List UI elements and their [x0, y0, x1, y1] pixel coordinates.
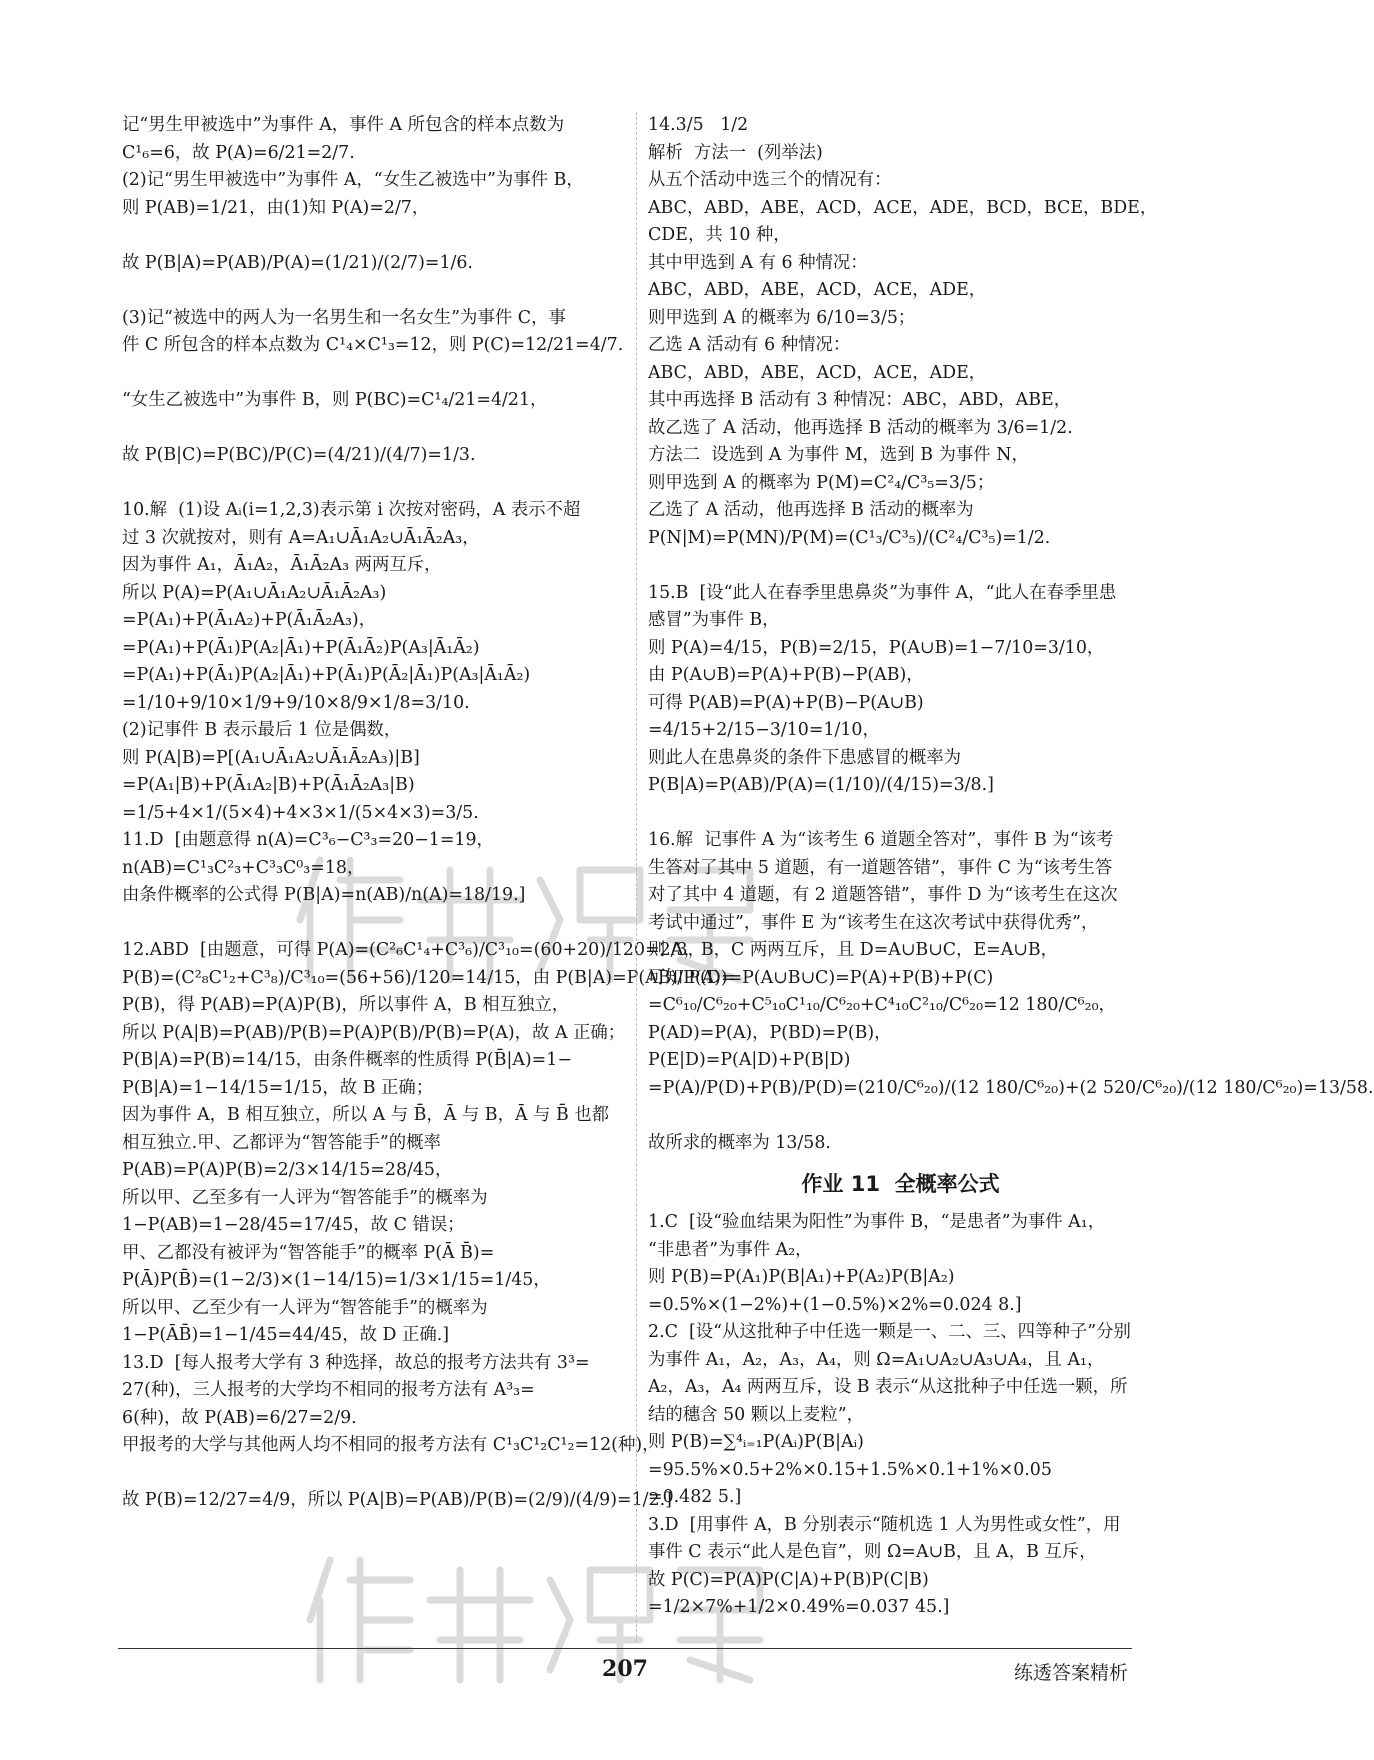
text-line: 11.D [由题意得 n(A)=C³₆−C³₃=20−1=19，: [122, 830, 494, 850]
text-line: 对了其中 4 道题，有 2 道题答错”，事件 D 为“该考生在这次: [648, 885, 1118, 905]
text-line: 故 P(B)=12/27=4/9，所以 P(A|B)=P(AB)/P(B)=(2/9)/(4/9)=1/2.]: [122, 1490, 672, 1510]
text-line: 1−P(ĀB̄)=1−1/45=44/45，故 D 正确.]: [122, 1325, 450, 1345]
text-line: =4/15+2/15−3/10=1/10，: [648, 720, 880, 740]
text-line: (2)记事件 B 表示最后 1 位是偶数，: [122, 720, 402, 740]
text-line: 则甲选到 A 的概率为 P(M)=C²₄/C³₅=3/5；: [648, 472, 995, 493]
text-line: 故 P(B|A)=P(AB)/P(A)=(1/21)/(2/7)=1/6.: [122, 252, 473, 273]
text-line: 由 P(A∪B)=P(A)+P(B)−P(AB)，: [648, 665, 924, 685]
text-line: 27(种)，三人报考的大学均不相同的报考方法有 A³₃=: [122, 1380, 535, 1400]
text-line: P(B)，得 P(AB)=P(A)P(B)，所以事件 A，B 相互独立，: [122, 995, 570, 1015]
text-line: =1/10+9/10×1/9+9/10×8/9×1/8=3/10.: [122, 692, 470, 713]
text-line: 为事件 A₁，A₂，A₃，A₄，则 Ω=A₁∪A₂∪A₃∪A₄，且 A₁，: [648, 1349, 1105, 1370]
text-line: “女生乙被选中”为事件 B，则 P(BC)=C¹₄/21=4/21，: [122, 390, 548, 410]
text-line: [648, 1102, 1153, 1130]
text-line: 13.D [每人报考大学有 3 种选择，故总的报考方法共有 3³=: [122, 1352, 590, 1373]
text-line: 事件 C 表示“此人是色盲”，则 Ω=A∪B，且 A，B 互斥，: [648, 1542, 1097, 1562]
text-line: 结的穗含 50 颗以上麦粒”，: [648, 1404, 864, 1425]
text-line: 10.解 (1)设 Aᵢ(i=1,2,3)表示第 i 次按对密码，A 表示不超: [122, 500, 581, 520]
text-line: 故乙选了 A 活动，他再选择 B 活动的概率为 3/6=1/2.: [648, 417, 1073, 438]
text-line: 3.D [用事件 A，B 分别表示“随机选 1 人为男性或女性”，用: [648, 1514, 1121, 1535]
text-line: 过 3 次就按对，则有 A=A₁∪Ā₁A₂∪Ā₁Ā₂A₃，: [122, 527, 480, 548]
text-line: ABC，ABD，ABE，ACD，ACE，ADE，: [648, 280, 987, 300]
text-line: 其中甲选到 A 有 6 种情况：: [648, 252, 868, 273]
text-line: [122, 222, 627, 250]
text-line: A₂，A₃，A₄ 两两互斥，设 B 表示“从这批种子中任选一颗，所: [648, 1377, 1128, 1397]
text-line: 则 P(A)=4/15，P(B)=2/15，P(A∪B)=1−7/10=3/10，: [648, 637, 1105, 658]
text-line: 件 C 所包含的样本点数为 C¹₄×C¹₃=12，则 P(C)=12/21=4/7.: [122, 335, 624, 355]
text-line: 所以甲、乙至少有一人评为“智答能手”的概率为: [122, 1297, 488, 1318]
text-line: [122, 910, 627, 938]
text-line: P(B)=(C²₈C¹₂+C³₈)/C³₁₀=(56+56)/120=14/15，由 P(B|A)=P(AB)/P(A)=: [122, 967, 736, 988]
text-line: 1−P(AB)=1−28/45=17/45，故 C 错误；: [122, 1215, 465, 1235]
text-line: (2)记“男生甲被选中”为事件 A，“女生乙被选中”为事件 B，: [122, 170, 584, 190]
text-line: [122, 1460, 627, 1488]
page-number: 207: [602, 1656, 648, 1682]
text-line: ABC，ABD，ABE，ACD，ACE，ADE，BCD，BCE，BDE，: [648, 197, 1158, 218]
text-line: [122, 360, 627, 388]
text-line: 考试中通过”，事件 E 为“该考生在这次考试中获得优秀”，: [648, 912, 1099, 933]
text-line: =0.482 5.]: [648, 1487, 742, 1507]
text-line: 1.C [设“验血结果为阳性”为事件 B，“是患者”为事件 A₁，: [648, 1212, 1106, 1232]
text-line: 15.B [设“此人在春季里患鼻炎”为事件 A，“此人在春季里患: [648, 582, 1117, 603]
text-line: 因为事件 A₁，Ā₁A₂，Ā₁Ā₂A₃ 两两互斥，: [122, 555, 442, 575]
text-line: =C⁶₁₀/C⁶₂₀+C⁵₁₀C¹₁₀/C⁶₂₀+C⁴₁₀C²₁₀/C⁶₂₀=12 180/C⁶₂₀，: [648, 995, 1116, 1015]
text-line: 则甲选到 A 的概率为 6/10=3/5；: [648, 307, 916, 328]
text-line: 则 P(B)=∑⁴ᵢ₌₁P(Aᵢ)P(B|Aᵢ): [648, 1432, 864, 1452]
text-line: 所以甲、乙至多有一人评为“智答能手”的概率为: [122, 1187, 488, 1208]
text-line: 所以 P(A)=P(A₁∪Ā₁A₂∪Ā₁Ā₂A₃): [122, 582, 387, 603]
text-line: ABC，ABD，ABE，ACD，ACE，ADE，: [648, 362, 987, 383]
text-line: [648, 552, 1153, 580]
text-line: P(AB)=P(A)P(B)=2/3×14/15=28/45，: [122, 1160, 453, 1180]
section-heading: 作业 11 全概率公式: [801, 1172, 1000, 1196]
text-line: P(AD)=P(A)，P(BD)=P(B)，: [648, 1022, 892, 1043]
text-line: =P(A₁)+P(Ā₁A₂)+P(Ā₁Ā₂A₃)，: [122, 610, 377, 630]
text-line: [122, 470, 627, 498]
text-line: 故 P(B|C)=P(BC)/P(C)=(4/21)/(4/7)=1/3.: [122, 445, 476, 465]
text-line: =P(A₁)+P(Ā₁)P(A₂|Ā₁)+P(Ā₁Ā₂)P(A₃|Ā₁Ā₂): [122, 637, 480, 658]
text-line: (3)记“被选中的两人为一名男生和一名女生”为事件 C，事: [122, 307, 566, 328]
text-line: 故所求的概率为 13/58.: [648, 1132, 831, 1153]
text-line: =95.5%×0.5+2%×0.15+1.5%×0.1+1%×0.05: [648, 1459, 1052, 1480]
text-line: “非患者”为事件 A₂，: [648, 1239, 813, 1260]
text-line: 生答对了其中 5 道题，有一道题答错”，事件 C 为“该考生答: [648, 857, 1113, 878]
text-line: 乙选了 A 活动，他再选择 B 活动的概率为: [648, 500, 974, 520]
text-line: P(B|A)=P(AB)/P(A)=(1/10)/(4/15)=3/8.]: [648, 775, 994, 795]
footer-rule: [118, 1648, 1132, 1649]
text-line: 乙选 A 活动有 6 种情况：: [648, 335, 851, 355]
text-line: [648, 800, 1153, 828]
text-line: 则 P(B)=P(A₁)P(B|A₁)+P(A₂)P(B|A₂): [648, 1267, 955, 1287]
text-line: 由条件概率的公式得 P(B|A)=n(AB)/n(A)=18/19.]: [122, 885, 526, 905]
text-line: 14.3/5 1/2: [648, 115, 749, 135]
text-line: [122, 277, 627, 305]
text-line: 因为事件 A，B 相互独立，所以 A 与 B̄，Ā 与 B，Ā 与 B̄ 也都: [122, 1105, 610, 1125]
text-line: 其中再选择 B 活动有 3 种情况：ABC，ABD，ABE，: [648, 390, 1072, 410]
text-line: 则 P(A|B)=P[(A₁∪Ā₁A₂∪Ā₁Ā₂A₃)|B]: [122, 747, 420, 768]
text-line: P(Ā)P(B̄)=(1−2/3)×(1−14/15)=1/3×1/15=1/45，: [122, 1270, 551, 1290]
text-line: 方法二 设选到 A 为事件 M，选到 B 为事件 N，: [648, 445, 1029, 465]
text-line: 6(种)，故 P(AB)=6/27=2/9.: [122, 1407, 357, 1428]
text-line: 甲、乙都没有被评为“智答能手”的概率 P(Ā B̄)=: [122, 1242, 495, 1263]
text-line: 2.C [设“从这批种子中任选一颗是一、二、三、四等种子”分别: [648, 1322, 1131, 1342]
text-line: 16.解 记事件 A 为“该考生 6 道题全答对”，事件 B 为“该考: [648, 830, 1114, 850]
text-line: 则 A，B，C 两两互斥，且 D=A∪B∪C，E=A∪B，: [648, 940, 1059, 960]
text-line: 可得 P(AB)=P(A)+P(B)−P(A∪B): [648, 692, 924, 713]
text-line: P(B|A)=1−14/15=1/15，故 B 正确；: [122, 1077, 434, 1098]
text-line: 甲报考的大学与其他两人均不相同的报考方法有 C¹₃C¹₂C¹₂=12(种)，: [122, 1435, 660, 1455]
text-line: [122, 415, 627, 443]
text-line: P(E|D)=P(A|D)+P(B|D): [648, 1050, 851, 1070]
text-line: 则此人在患鼻炎的条件下患感冒的概率为: [648, 747, 962, 768]
text-line: 故 P(C)=P(A)P(C|A)+P(B)P(C|B): [648, 1569, 929, 1590]
text-line: 所以 P(A|B)=P(AB)/P(B)=P(A)P(B)/P(B)=P(A)，故 A 正确；: [122, 1022, 626, 1043]
text-line: =P(A)/P(D)+P(B)/P(D)=(210/C⁶₂₀)/(12 180/C⁶₂₀)+(2 520/C⁶₂₀)/(12 180/C⁶₂₀)=13/58.: [648, 1077, 1374, 1098]
column-divider: [636, 112, 637, 1642]
text-line: C¹₆=6，故 P(A)=6/21=2/7.: [122, 142, 355, 163]
text-line: =1/5+4×1/(5×4)+4×3×1/(5×4×3)=3/5.: [122, 802, 479, 823]
text-line: =0.5%×(1−2%)+(1−0.5%)×2%=0.024 8.]: [648, 1294, 1022, 1315]
text-line: =P(A₁)+P(Ā₁)P(A₂|Ā₁)+P(Ā₁)P(Ā₂|Ā₁)P(A₃|Ā₁Ā₂): [122, 665, 531, 685]
text-line: 相互独立.甲、乙都评为“智答能手”的概率: [122, 1132, 441, 1153]
text-line: 则 P(AB)=1/21，由(1)知 P(A)=2/7，: [122, 197, 430, 218]
text-line: P(N|M)=P(MN)/P(M)=(C¹₃/C³₅)/(C²₄/C³₅)=1/2.: [648, 527, 1051, 548]
footer-book-title: 练透答案精析: [1013, 1662, 1128, 1684]
text-line: =1/2×7%+1/2×0.49%=0.037 45.]: [648, 1597, 950, 1617]
text-line: 解析 方法一 (列举法): [648, 142, 823, 163]
text-line: P(B|A)=P(B)=14/15，由条件概率的性质得 P(B̄|A)=1−: [122, 1050, 572, 1070]
text-line: CDE，共 10 种，: [648, 225, 791, 245]
text-line: =P(A₁|B)+P(Ā₁A₂|B)+P(Ā₁Ā₂A₃|B): [122, 775, 415, 795]
text-line: 记“男生甲被选中”为事件 A，事件 A 所包含的样本点数为: [122, 115, 565, 135]
text-line: 可知 P(D)=P(A∪B∪C)=P(A)+P(B)+P(C): [648, 967, 994, 988]
text-line: 12.ABD [由题意，可得 P(A)=(C²₆C¹₄+C³₆)/C³₁₀=(60+20)/120=2/3，: [122, 940, 705, 960]
text-line: n(AB)=C¹₃C²₃+C³₃C⁰₃=18，: [122, 857, 365, 878]
text-line: 从五个活动中选三个的情况有：: [648, 170, 892, 190]
right-column: [648, 112, 1374, 1622]
text-line: 感冒”为事件 B，: [648, 610, 780, 630]
